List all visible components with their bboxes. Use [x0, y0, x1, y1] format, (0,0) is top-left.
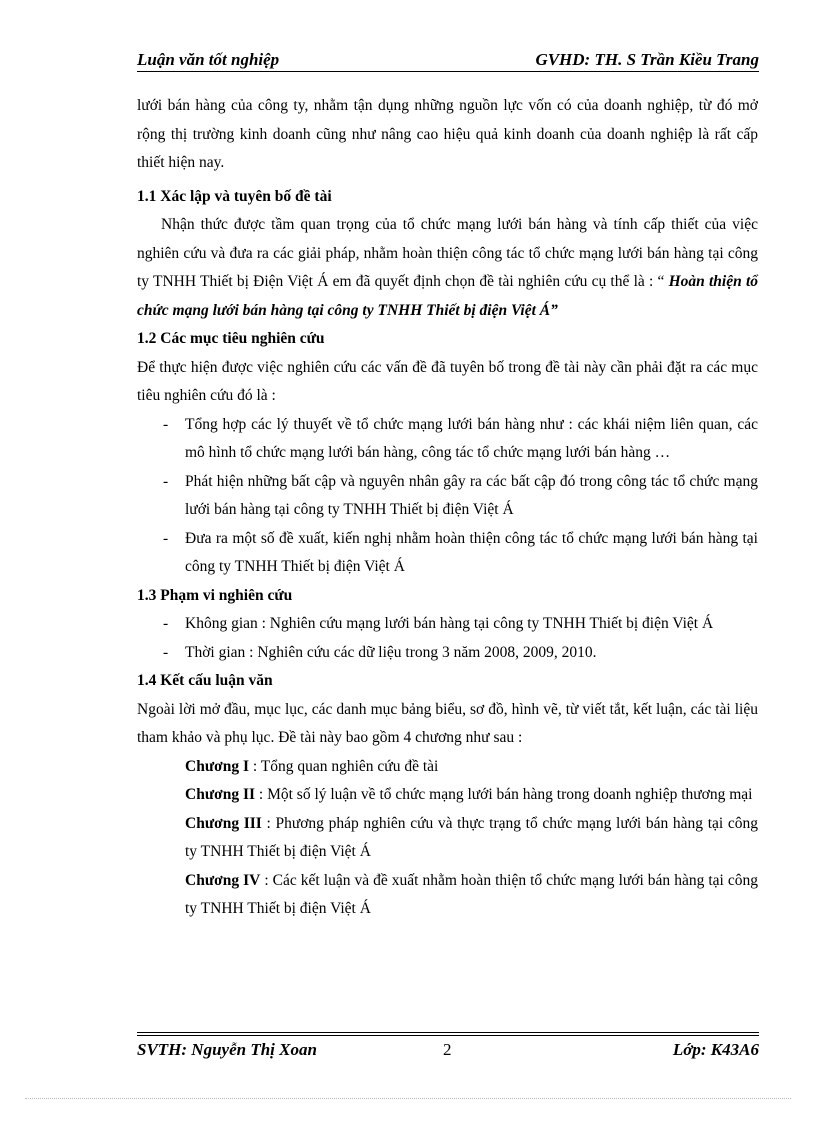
section-1-2-paragraph: Để thực hiện được việc nghiên cứu các vấn đề đã tuyên bố trong đề tài này cần phải đặt ra các mục tiêu nghiên cứu đó là : [137, 358, 758, 404]
section-1-4-heading: 1.4 Kết cấu luận văn [137, 672, 273, 689]
list-item: - Phát hiện những bất cập và nguyên nhân gây ra các bất cập đó trong công tác tổ chức mạng lưới bán hàng tại công ty TNHH Thiết bị điện Việt Á [137, 468, 758, 525]
chapter-item: Chương II : Một số lý luận về tổ chức mạng lưới bán hàng trong doanh nghiệp thương mại [185, 786, 753, 803]
section-1-2-heading: 1.2 Các mục tiêu nghiên cứu [137, 330, 325, 347]
dash-bullet: - [163, 472, 169, 490]
list-item: - Thời gian : Nghiên cứu các dữ liệu trong 3 năm 2008, 2009, 2010. [137, 639, 758, 668]
page-number: 2 [443, 1040, 452, 1059]
list-item: - Đưa ra một số đề xuất, kiến nghị nhằm hoàn thiện công tác tổ chức mạng lưới bán hàng tại công ty TNHH Thiết bị điện Việt Á [137, 525, 758, 582]
header-rule [137, 71, 759, 72]
section-1-1-text: Nhận thức được tầm quan trọng của tổ chức mạng lưới bán hàng và tính cấp thiết của việc nghiên cứu và đưa ra các giải pháp, nhằm hoàn thiện công tác tổ chức mạng lưới bán hàng tại công ty TNHH Thiết bị Điện Việt Á em đã quyết định chọn đề tài nghiên cứu cụ thể là : “ [137, 216, 758, 290]
thesis-title: Hoàn thiện tổ chức mạng lưới bán hàng tại công ty TNHH Thiết bị điện Việt Á” [137, 273, 759, 319]
footer-rule [137, 1035, 759, 1036]
page-footer [137, 1032, 759, 1062]
intro-paragraph: lưới bán hàng của công ty, nhằm tận dụng những nguồn lực vốn có của doanh nghiệp, từ đó mở rộng thị trường kinh doanh cũng như nâng cao hiệu quả kinh doanh của doanh nghiệp là rất cấp thiết hiện nay. [137, 97, 758, 171]
header-thesis-label: Luận văn tốt nghiệp [137, 50, 280, 69]
list-item: - Không gian : Nghiên cứu mạng lưới bán hàng tại công ty TNHH Thiết bị điện Việt Á [137, 610, 758, 639]
page-header [137, 48, 759, 74]
dash-bullet: - [163, 643, 169, 661]
objectives-list [137, 411, 758, 582]
footer-rule [137, 1032, 759, 1033]
document-body [137, 92, 758, 924]
section-1-1-heading: 1.1 Xác lập và tuyên bố đề tài [137, 187, 332, 205]
dash-bullet: - [163, 615, 169, 632]
list-item: - Tổng hợp các lý thuyết về tổ chức mạng lưới bán hàng như : các khái niệm liên quan, các mô hình tổ chức mạng lưới bán hàng, công tác tổ chức mạng lưới bán hàng … [137, 411, 758, 468]
chapter-list [137, 753, 758, 924]
page-edge-divider [25, 1098, 791, 1099]
scope-list [137, 610, 758, 667]
section-1-3-heading: 1.3 Phạm vi nghiên cứu [137, 586, 293, 604]
dash-bullet: - [163, 415, 169, 433]
section-1-1-paragraph [137, 211, 758, 325]
section-1-4-paragraph: Ngoài lời mở đầu, mục lục, các danh mục bảng biểu, sơ đồ, hình vẽ, từ viết tắt, kết luận, các tài liệu tham khảo và phụ lục. Đề tài này bao gồm 4 chương như sau : [137, 700, 758, 746]
header-advisor: GVHD: TH. S Trần Kiều Trang [535, 50, 759, 69]
chapter-item: Chương I : Tổng quan nghiên cứu đề tài [185, 757, 439, 775]
chapter-item: Chương IV : Các kết luận và đề xuất nhằm hoàn thiện tổ chức mạng lưới bán hàng tại công ty TNHH Thiết bị điện Việt Á [185, 871, 759, 917]
dash-bullet: - [163, 529, 169, 547]
footer-student: SVTH: Nguyễn Thị Xoan [137, 1040, 317, 1059]
footer-class: Lớp: K43A6 [672, 1040, 759, 1059]
chapter-item: Chương III : Phương pháp nghiên cứu và thực trạng tổ chức mạng lưới bán hàng tại công ty TNHH Thiết bị điện Việt Á [185, 814, 758, 860]
